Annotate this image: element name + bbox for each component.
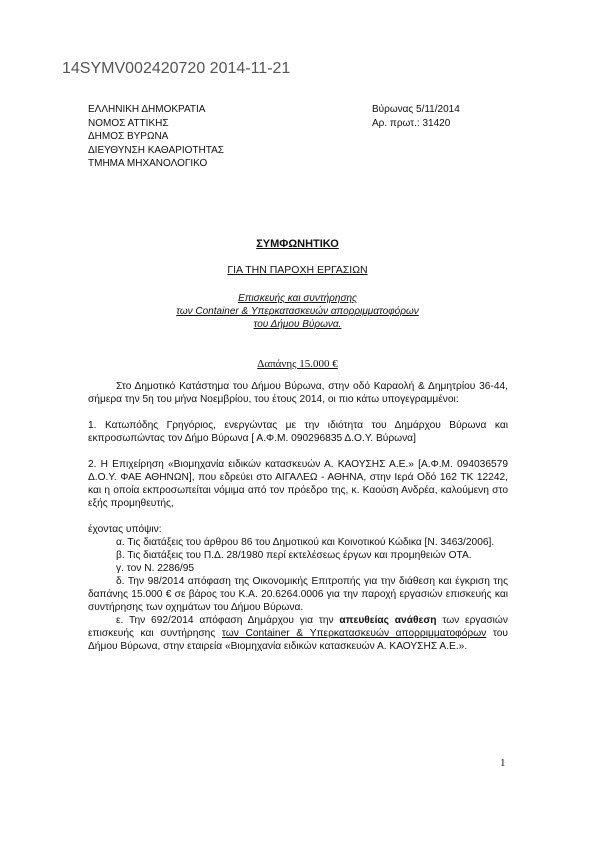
subject-line: των Container & Υπερκατασκευών απορριμματοφόρων xyxy=(176,306,419,317)
consideration-item: γ. τον Ν. 2286/95 xyxy=(116,563,195,574)
consideration-item: α. Τις διατάξεις του άρθρου 86 του Δημοτικού και Κοινοτικού Κώδικα [Ν. 3463/2006]. xyxy=(116,537,495,548)
document-id-watermark: 14SYMV002420720 2014-11-21 xyxy=(62,60,291,77)
issuer-line: ΕΛΛΗΝΙΚΗ ΔΗΜΟΚΡΑΤΙΑ xyxy=(88,104,206,115)
intro-paragraph: Στο Δημοτικό Κατάστημα του Δήμου Βύρωνα, στην οδό Καραολή & Δημητρίου 36-44, σήμερα την 5η του μήνα Νοεμβρίου, του έτους 2014, οι πιο κάτω υπογεγραμμένοι: xyxy=(88,381,508,405)
container-works-underlined: των Container & Υπερκατασκευών απορριμματοφόρων xyxy=(221,628,487,639)
document-title: ΣΥΜΦΩΝΗΤΙΚΟ xyxy=(256,238,339,250)
issuer-header xyxy=(88,103,224,171)
item-e-text: του Δήμου Βύρωνα, στην εταιρεία «Βιομηχανία ειδικών κατασκευών Α. ΚΑΟΥΣΗΣ Α.Ε.». xyxy=(88,628,509,652)
considerations-list xyxy=(88,536,508,653)
party-two-paragraph: 2. Η Επιχείρηση «Βιομηχανία ειδικών κατασκευών Α. ΚΑΟΥΣΗΣ Α.Ε.» [Α.Φ.Μ. 094036579 Δ.Ο.Υ. ΦΑΕ ΑΘΗΝΩΝ], που εδρεύει στο ΑΙΓΑΛΕΩ - ΑΘΗΝΑ, στην Ιερά Οδό 162 ΤΚ 12242, και η οποία εκπροσωπείται νόμιμα από τον πρόεδρο της, κ. Καούση Ανδρέα, καλούμενη στο εξής προμηθευτής, xyxy=(88,459,508,509)
issuer-line: ΔΗΜΟΣ ΒΥΡΩΝΑ xyxy=(88,131,169,142)
issuer-line: ΤΜΗΜΑ ΜΗΧΑΝΟΛΟΓΙΚΟ xyxy=(88,158,208,169)
item-e-text: ε. Την 692/2014 απόφαση Δημάρχου για την xyxy=(116,615,340,626)
document-date: Βύρωνας 5/11/2014 xyxy=(372,104,460,115)
having-regard-heading: έχοντας υπόψιν: xyxy=(88,524,162,535)
direct-award-emphasis: απευθείας ανάθεση xyxy=(339,615,437,626)
consideration-item xyxy=(88,614,508,653)
subject-line: του Δήμου Βύρωνα. xyxy=(253,319,342,330)
party-one-paragraph: 1. Κατωπόδης Γρηγόριος, ενεργώντας με την ιδιότητα του Δημάρχου Βύρωνα και εκπροσωπώντας τον Δήμο Βύρωνα [ Α.Φ.Μ. 090296835 Δ.Ο.Υ. Βύρωνα] xyxy=(88,420,508,444)
subject-block xyxy=(0,292,595,331)
subject-line: Επισκευής και συντήρησης xyxy=(238,293,357,304)
page-number: 1 xyxy=(500,757,506,769)
item-e-text: των εργασιών επισκευής και συντήρησης xyxy=(88,615,508,639)
issuer-line: ΔΙΕΥΘΥΝΣΗ ΚΑΘΑΡΙΟΤΗΤΑΣ xyxy=(88,144,224,156)
document-subtitle: ΓΙΑ ΤΗΝ ΠΑΡΟΧΗ ΕΡΓΑΣΙΩΝ xyxy=(227,264,368,276)
protocol-number: Αρ. πρωτ.: 31420 xyxy=(372,117,451,129)
expense-amount: Δαπάνης 15.000 € xyxy=(257,358,338,370)
agreement-body xyxy=(88,380,508,653)
consideration-item: δ. Την 98/2014 απόφαση της Οικονομικής Επιτροπής για την διάθεση και έγκριση της δαπάνης 15.000 € σε βάρος του Κ.Α. 20.6264.0006 για την παροχή εργασιών επισκευής και συντήρησης των οχημάτων του Δήμου Βύρωνα. xyxy=(88,576,508,613)
consideration-item: β. Τις διατάξεις του Π.Δ. 28/1980 περί εκτελέσεως έργων και προμηθειών ΟΤΑ. xyxy=(116,550,472,561)
date-protocol-block xyxy=(372,103,460,130)
issuer-line: ΝΟΜΟΣ ΑΤΤΙΚΗΣ xyxy=(88,117,169,129)
